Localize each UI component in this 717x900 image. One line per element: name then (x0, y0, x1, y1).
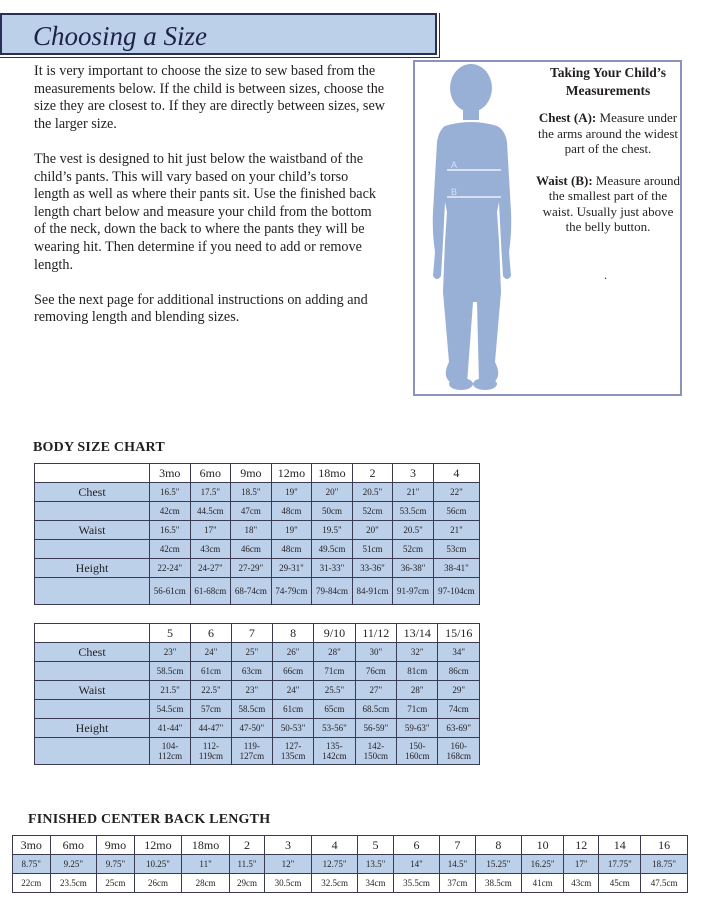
table-cell: 22.5" (191, 681, 232, 700)
table-header-row (35, 624, 480, 643)
table-cell: 61-68cm (190, 578, 231, 605)
table-cell: 50-53" (272, 719, 313, 738)
table-cell: 56-61cm (150, 578, 191, 605)
table-cell: 11.5" (229, 855, 264, 874)
table-cell: 14.5" (440, 855, 475, 874)
row-label-blank (35, 578, 150, 605)
table-cell: 18.75" (641, 855, 688, 874)
table-row (35, 700, 480, 719)
size-header: 7 (231, 624, 272, 643)
row-label: Height (35, 719, 150, 738)
table-cell: 33-36" (352, 559, 393, 578)
table-cell: 86cm (438, 662, 480, 681)
row-label: Chest (35, 643, 150, 662)
table-cell: 21.5" (150, 681, 191, 700)
table-cell: 10.25" (134, 855, 182, 874)
table-cell: 34cm (358, 874, 393, 893)
table-cell: 14" (393, 855, 440, 874)
table-cell: 26cm (134, 874, 182, 893)
size-header: 14 (599, 836, 641, 855)
chest-instruction (535, 110, 681, 157)
waist-label: Waist (B): (535, 172, 593, 188)
size-header: 15/16 (438, 624, 480, 643)
table-cell: 44.5cm (190, 502, 231, 521)
table-row (35, 738, 480, 765)
table-cell: 41-44" (150, 719, 191, 738)
intro-paragraph-3: See the next page for additional instructions on adding and removing length and blending sizes. (34, 291, 368, 326)
table-row (35, 578, 480, 605)
size-header: 4 (433, 464, 479, 483)
table-cell: 36-38" (393, 559, 434, 578)
measurement-heading: Taking Your Child’s Measurements (549, 65, 667, 98)
waist-text: Measure around the smallest part of the waist. Usually just above the belly button. (542, 172, 681, 234)
table-cell: 28" (314, 643, 355, 662)
marker-a: A (451, 160, 458, 170)
table-cell: 68.5cm (355, 700, 396, 719)
table-cell: 20" (352, 521, 393, 540)
size-header: 11/12 (355, 624, 396, 643)
size-header: 5 (150, 624, 191, 643)
size-header: 16 (641, 836, 688, 855)
size-header: 9mo (97, 836, 135, 855)
table-cell: 17.5" (190, 483, 231, 502)
table-cell: 25" (231, 643, 272, 662)
table-cell: 49.5cm (312, 540, 353, 559)
body-chart-heading: BODY SIZE CHART (33, 440, 165, 455)
size-header: 2 (352, 464, 393, 483)
table-cell: 38.5cm (475, 874, 522, 893)
table-cell: 25cm (97, 874, 135, 893)
table-cell: 17.75" (599, 855, 641, 874)
table-cell: 28" (397, 681, 438, 700)
table-cell: 31-33" (312, 559, 353, 578)
table-cell: 58.5cm (150, 662, 191, 681)
table-cell: 24" (272, 681, 313, 700)
size-header: 18mo (182, 836, 230, 855)
table-row (13, 874, 688, 893)
table-cell: 81cm (397, 662, 438, 681)
table-cell: 104-112cm (150, 738, 191, 765)
size-header: 4 (311, 836, 358, 855)
finished-length-heading: FINISHED CENTER BACK LENGTH (28, 812, 271, 827)
table-cell: 30" (355, 643, 396, 662)
table-cell: 22-24" (150, 559, 191, 578)
table-cell: 29" (438, 681, 480, 700)
chest-label: Chest (A): (538, 110, 597, 125)
size-header: 3 (393, 464, 434, 483)
table-cell: 16.25" (522, 855, 564, 874)
table-cell: 23" (150, 643, 191, 662)
table-cell: 44-47" (191, 719, 232, 738)
table-cell: 65cm (314, 700, 355, 719)
table-cell: 150-160cm (397, 738, 438, 765)
size-header: 6 (393, 836, 440, 855)
table-cell: 45cm (599, 874, 641, 893)
table-cell: 32" (397, 643, 438, 662)
row-label: Chest (35, 483, 150, 502)
table-cell: 43cm (190, 540, 231, 559)
table-cell: 74-79cm (271, 578, 312, 605)
table-cell: 142-150cm (355, 738, 396, 765)
measurement-figure-box (413, 60, 682, 396)
table-cell: 34" (438, 643, 480, 662)
table-cell: 28cm (182, 874, 230, 893)
table-cell: 19" (271, 483, 312, 502)
table-cell: 24-27" (190, 559, 231, 578)
table-cell: 48cm (271, 502, 312, 521)
table-row (35, 681, 480, 700)
table-cell: 27" (355, 681, 396, 700)
table-cell: 127-135cm (272, 738, 313, 765)
row-label-blank (35, 540, 150, 559)
table-row (13, 836, 688, 855)
table-cell: 27-29" (231, 559, 272, 578)
table-cell: 18" (231, 521, 272, 540)
row-label: Waist (35, 681, 150, 700)
table-cell: 29cm (229, 874, 264, 893)
table-cell: 12" (265, 855, 312, 874)
table-cell: 32.5cm (311, 874, 358, 893)
size-header: 18mo (312, 464, 353, 483)
row-label-blank (35, 502, 150, 521)
table-cell: 16.5" (150, 483, 191, 502)
body-size-table-1 (34, 463, 480, 605)
size-header: 9/10 (314, 624, 355, 643)
row-label-blank (35, 662, 150, 681)
table-cell: 53cm (433, 540, 479, 559)
table-row (35, 719, 480, 738)
table-cell: 53-56" (314, 719, 355, 738)
size-header: 3mo (150, 464, 191, 483)
table-cell: 91-97cm (393, 578, 434, 605)
table-cell: 12.75" (311, 855, 358, 874)
size-header: 6mo (190, 464, 231, 483)
table-cell: 26" (272, 643, 313, 662)
chest-text: Measure under the arms around the widest part of the chest. (537, 110, 679, 156)
table-cell: 57cm (191, 700, 232, 719)
table-header-row (35, 464, 480, 483)
size-header: 8 (475, 836, 522, 855)
table-cell: 61cm (272, 700, 313, 719)
table-cell: 21" (393, 483, 434, 502)
measurement-instructions (535, 64, 681, 251)
title-bar (0, 13, 437, 55)
table-cell: 20.5" (393, 521, 434, 540)
size-header: 5 (358, 836, 393, 855)
size-header: 12mo (271, 464, 312, 483)
table-row (35, 521, 480, 540)
table-cell: 160-168cm (438, 738, 480, 765)
table-cell: 47.5cm (641, 874, 688, 893)
size-header: 2 (229, 836, 264, 855)
row-label: Waist (35, 521, 150, 540)
table-cell: 9.75" (97, 855, 135, 874)
table-row (13, 855, 688, 874)
table-row (35, 643, 480, 662)
table-cell: 84-91cm (352, 578, 393, 605)
table-cell: 56-59" (355, 719, 396, 738)
table-cell: 23.5cm (50, 874, 97, 893)
page-title: Choosing a Size (33, 21, 208, 51)
table-cell: 43cm (564, 874, 599, 893)
table-cell: 35.5cm (393, 874, 440, 893)
table-cell: 71cm (314, 662, 355, 681)
table-cell: 58.5cm (231, 700, 272, 719)
table-cell: 17" (564, 855, 599, 874)
table-cell: 18.5" (231, 483, 272, 502)
table-cell: 52cm (393, 540, 434, 559)
table-cell: 59-63" (397, 719, 438, 738)
size-header: 3mo (13, 836, 51, 855)
marker-b: B (451, 187, 458, 197)
table-cell: 79-84cm (312, 578, 353, 605)
table-cell: 50cm (312, 502, 353, 521)
table-cell: 74cm (438, 700, 480, 719)
table-cell: 63-69" (438, 719, 480, 738)
table-cell: 97-104cm (433, 578, 479, 605)
table-cell: 30.5cm (265, 874, 312, 893)
table-cell: 8.75" (13, 855, 51, 874)
row-label: Height (35, 559, 150, 578)
table-row (35, 559, 480, 578)
table-cell: 112-119cm (191, 738, 232, 765)
row-label-blank (35, 738, 150, 765)
table-cell: 47cm (231, 502, 272, 521)
table-cell: 29-31" (271, 559, 312, 578)
stray-dot: . (604, 268, 607, 282)
table-cell: 52cm (352, 502, 393, 521)
body-size-table-2 (34, 623, 480, 765)
table-cell: 63cm (231, 662, 272, 681)
table-cell: 119-127cm (231, 738, 272, 765)
table-cell: 24" (191, 643, 232, 662)
table-cell: 46cm (231, 540, 272, 559)
table-row (35, 483, 480, 502)
table-cell: 19.5" (312, 521, 353, 540)
table-cell: 56cm (433, 502, 479, 521)
table-row (35, 540, 480, 559)
finished-length-table (12, 835, 688, 893)
table-cell: 25.5" (314, 681, 355, 700)
table-cell: 13.5" (358, 855, 393, 874)
table-cell: 23" (231, 681, 272, 700)
size-header: 9mo (231, 464, 272, 483)
table-row (35, 662, 480, 681)
table-cell: 42cm (150, 540, 191, 559)
row-label-blank (35, 700, 150, 719)
table-cell: 20" (312, 483, 353, 502)
table-cell: 68-74cm (231, 578, 272, 605)
table-cell: 41cm (522, 874, 564, 893)
table-cell: 9.25" (50, 855, 97, 874)
intro-paragraph-2: The vest is designed to hit just below the waistband of the child’s pants. This will vary based on your child’s torso length as well as where their pants sit. Use the finished back length chart below and measure your child from the bottom of the neck, down the back to where the pants they will be wearing hit. Then determine if you need to add or remove length. (34, 150, 376, 273)
table-cell: 71cm (397, 700, 438, 719)
table-cell: 20.5" (352, 483, 393, 502)
table-cell: 76cm (355, 662, 396, 681)
waist-instruction (535, 173, 681, 235)
table-cell: 38-41" (433, 559, 479, 578)
table-cell: 51cm (352, 540, 393, 559)
table-cell: 66cm (272, 662, 313, 681)
table-cell: 37cm (440, 874, 475, 893)
table-row (35, 502, 480, 521)
size-header: 3 (265, 836, 312, 855)
table-cell: 22cm (13, 874, 51, 893)
table-cell: 61cm (191, 662, 232, 681)
size-header: 7 (440, 836, 475, 855)
table-cell: 19" (271, 521, 312, 540)
table-cell: 53.5cm (393, 502, 434, 521)
table-corner-cell (35, 624, 150, 643)
size-header: 6 (191, 624, 232, 643)
table-cell: 47-50" (231, 719, 272, 738)
size-header: 13/14 (397, 624, 438, 643)
table-cell: 15.25" (475, 855, 522, 874)
size-header: 10 (522, 836, 564, 855)
table-cell: 48cm (271, 540, 312, 559)
table-cell: 54.5cm (150, 700, 191, 719)
table-cell: 11" (182, 855, 230, 874)
table-cell: 16.5" (150, 521, 191, 540)
intro-paragraph-1: It is very important to choose the size to sew based from the measurements below. If the child is between sizes, choose the size they are closest to. If they are directly between sizes, sew the larger size. (34, 63, 385, 132)
table-cell: 21" (433, 521, 479, 540)
size-header: 6mo (50, 836, 97, 855)
size-header: 8 (272, 624, 313, 643)
size-header: 12mo (134, 836, 182, 855)
table-cell: 17" (190, 521, 231, 540)
table-corner-cell (35, 464, 150, 483)
intro-text (34, 63, 386, 345)
table-cell: 135-142cm (314, 738, 355, 765)
size-header: 12 (564, 836, 599, 855)
table-cell: 22" (433, 483, 479, 502)
table-cell: 42cm (150, 502, 191, 521)
